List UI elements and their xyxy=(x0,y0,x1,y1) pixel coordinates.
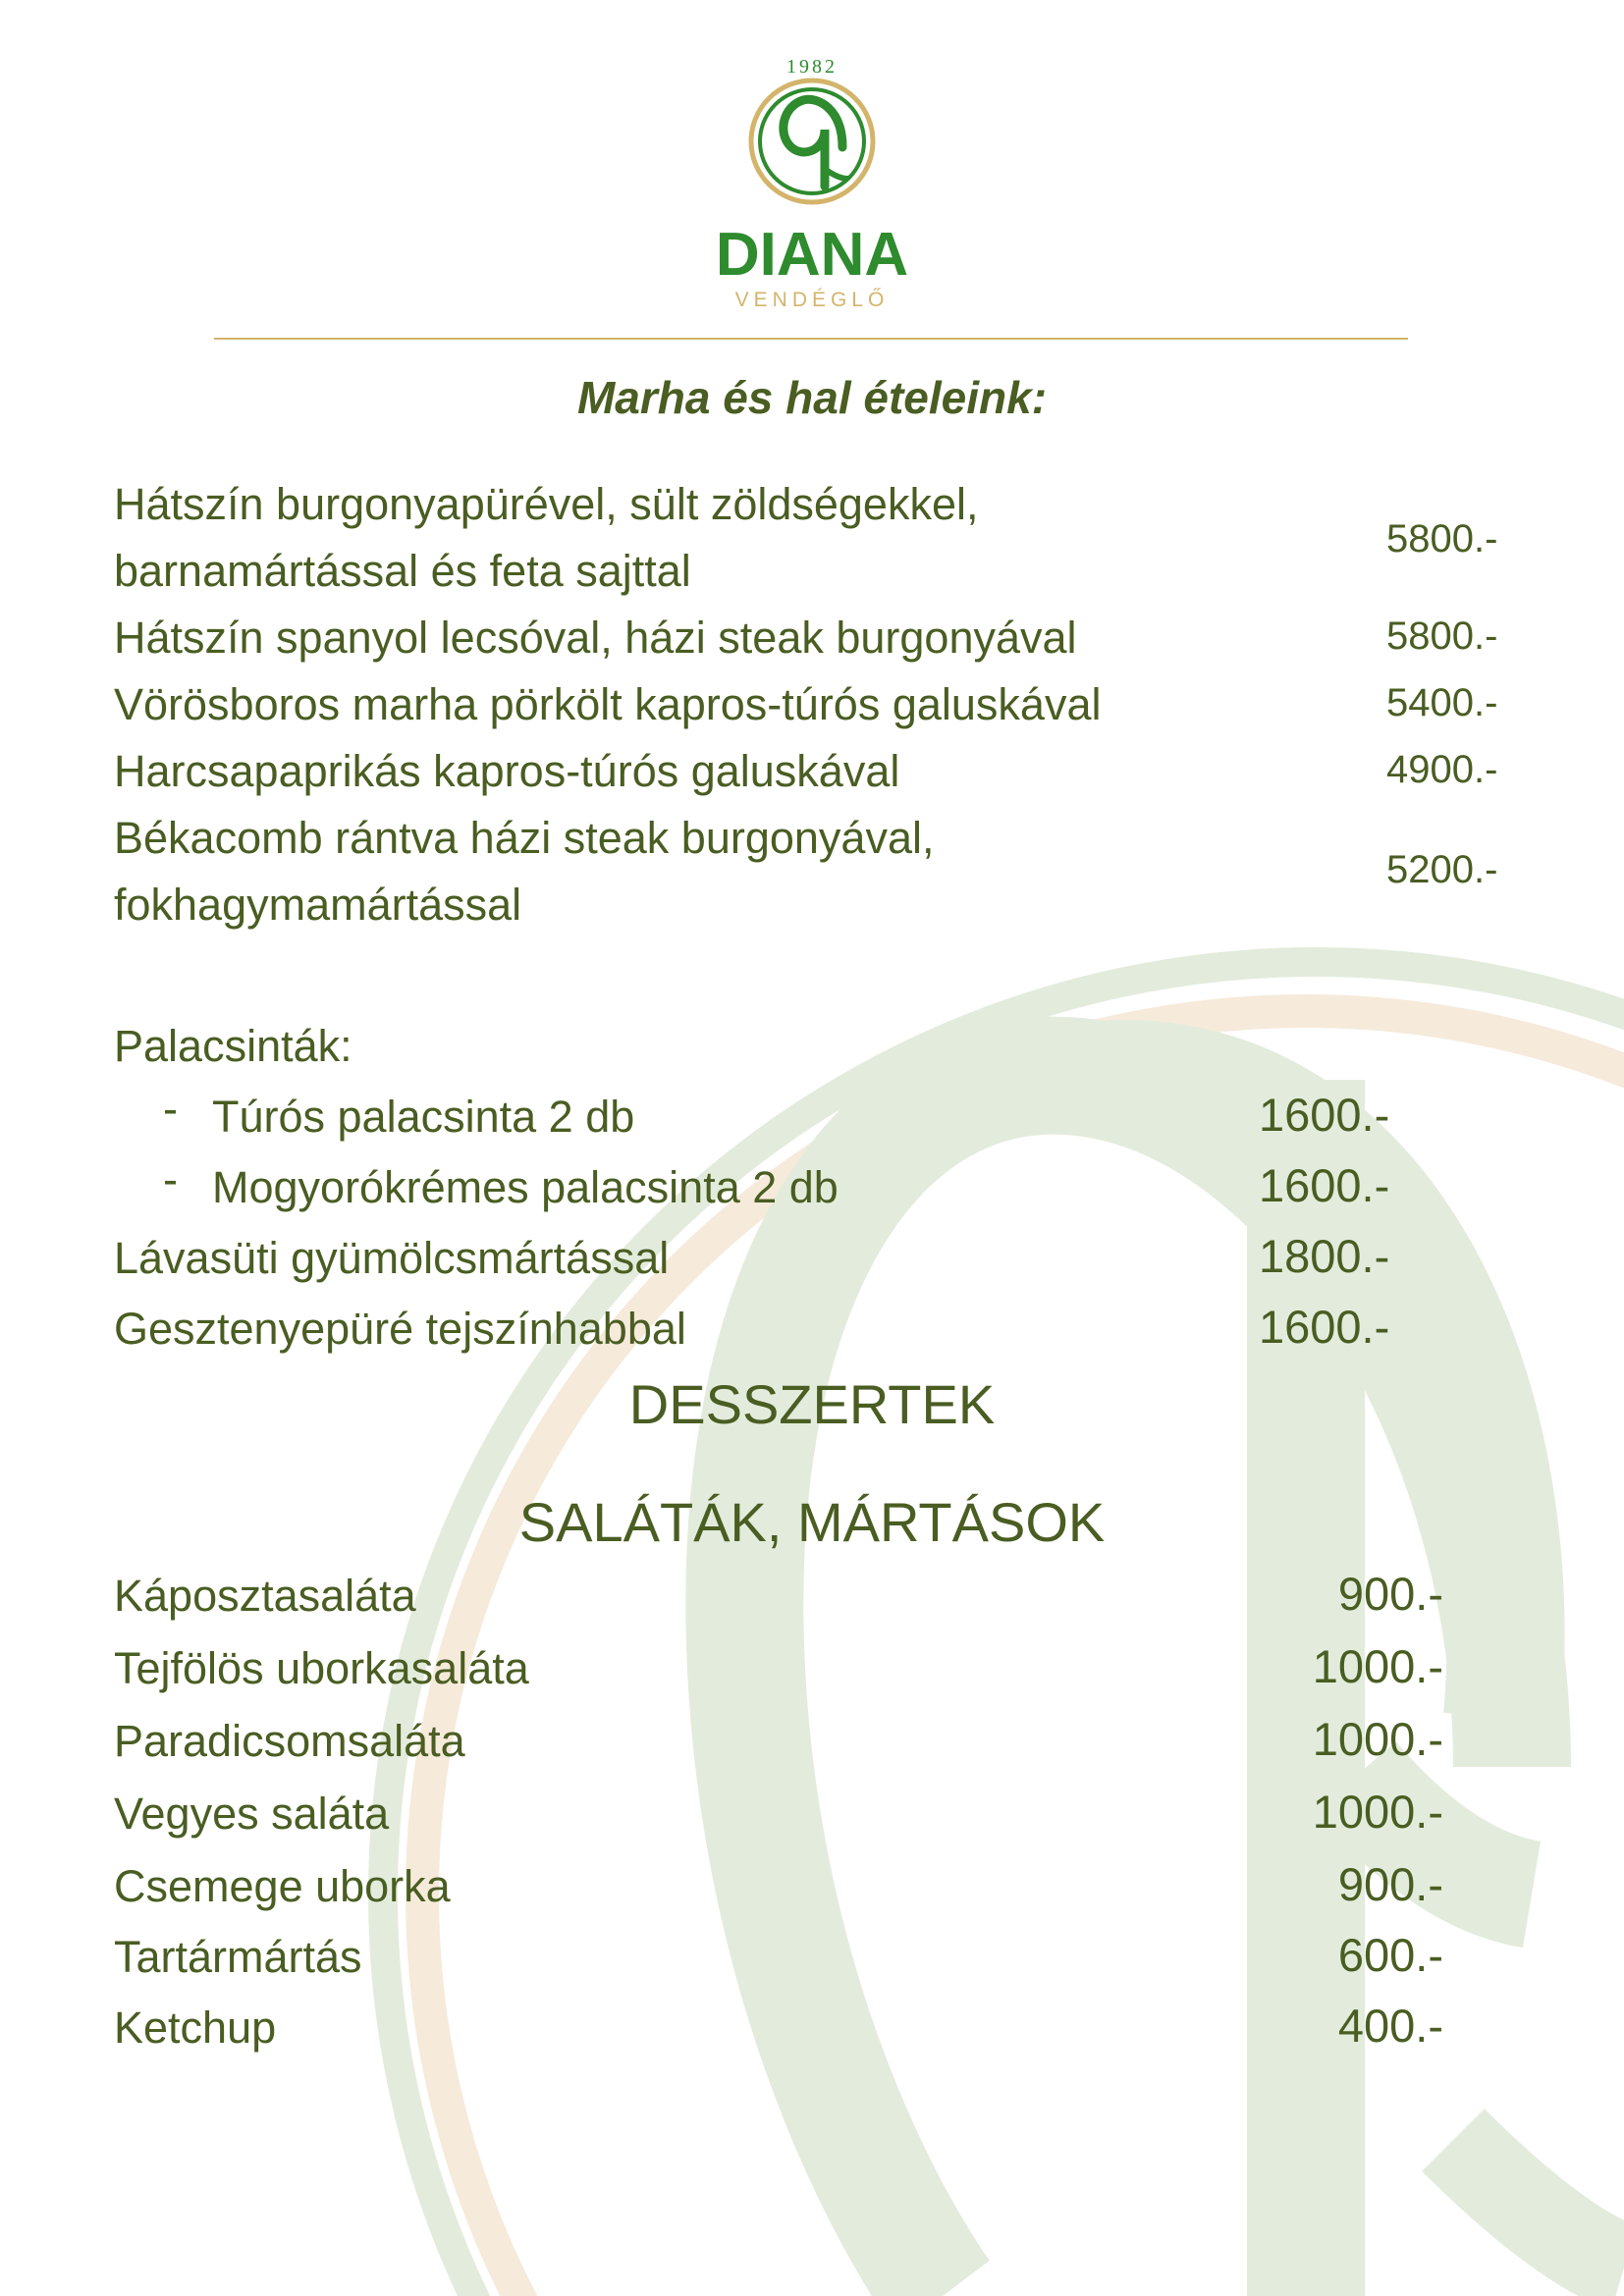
salad-item-price: 1000.- xyxy=(1312,1640,1443,1692)
menu-item-price: 5400.- xyxy=(1386,681,1498,724)
menu-item-name: Hátszín spanyol lecsóval, házi steak burgonyával xyxy=(114,613,1077,663)
dessert-item-price: 1600.- xyxy=(1259,1301,1390,1353)
dessert-item-name: Túrós palacsinta 2 db xyxy=(212,1092,635,1142)
menu-item-name: Vörösboros marha pörkölt kapros-túrós galuskával xyxy=(114,679,1102,729)
salad-item-price: 900.- xyxy=(1337,1858,1443,1910)
logo-name: DIANA xyxy=(715,221,909,289)
salad-item-name: Tartármártás xyxy=(114,1932,362,1982)
salad-item-name: Vegyes saláta xyxy=(114,1789,390,1839)
salad-item-price: 1000.- xyxy=(1312,1786,1443,1838)
dessert-item-name: Gesztenyepüré tejszínhabbal xyxy=(114,1304,686,1354)
bullet-dash: - xyxy=(163,1084,178,1134)
salad-item-name: Paradicsomsaláta xyxy=(114,1716,465,1766)
salad-item-price: 400.- xyxy=(1337,2000,1443,2052)
salad-item-name: Tejfölös uborkasaláta xyxy=(114,1643,529,1693)
dessert-item-name: Lávasüti gyümölcsmártással xyxy=(114,1233,670,1283)
main-section-title: Marha és hal ételeink: xyxy=(576,372,1048,423)
menu-item-price: 5800.- xyxy=(1386,614,1498,658)
salad-item-name: Csemege uborka xyxy=(114,1861,451,1911)
dessert-item-price: 1600.- xyxy=(1259,1159,1390,1211)
menu-item-name: Békacomb rántva házi steak burgonyával, xyxy=(114,813,935,863)
diana-logo xyxy=(707,49,917,314)
menu-item-price: 5800.- xyxy=(1386,517,1498,561)
menu-item-name: fokhagymamártással xyxy=(114,880,522,930)
salads-heading: SALÁTÁK, MÁRTÁSOK xyxy=(518,1491,1106,1553)
dessert-item-name: Mogyorókrémes palacsinta 2 db xyxy=(212,1162,839,1212)
dessert-item-price: 1800.- xyxy=(1259,1230,1390,1282)
menu-item-price: 4900.- xyxy=(1386,748,1498,791)
salad-item-price: 900.- xyxy=(1337,1568,1443,1620)
logo-year: 1982 xyxy=(786,56,838,78)
salad-item-price: 600.- xyxy=(1337,1929,1443,1981)
menu-item-name: Harcsapaprikás kapros-túrós galuskával xyxy=(114,746,900,796)
menu-item-name: Hátszín burgonyapürével, sült zöldségekkel, xyxy=(114,479,979,529)
header-divider xyxy=(214,338,1408,340)
menu-item-name: barnamártással és feta sajttal xyxy=(114,546,691,596)
menu-item-price: 5200.- xyxy=(1386,848,1498,891)
salad-item-name: Ketchup xyxy=(114,2002,277,2053)
salad-item-name: Káposztasaláta xyxy=(114,1571,416,1621)
logo-subtitle: VENDÉGLŐ xyxy=(734,289,890,311)
bullet-dash: - xyxy=(163,1154,178,1204)
dessert-item-price: 1600.- xyxy=(1259,1089,1390,1141)
dessert-group-label: Palacsinták: xyxy=(114,1021,352,1071)
desserts-heading: DESSZERTEK xyxy=(628,1373,996,1435)
salad-item-price: 1000.- xyxy=(1312,1713,1443,1765)
